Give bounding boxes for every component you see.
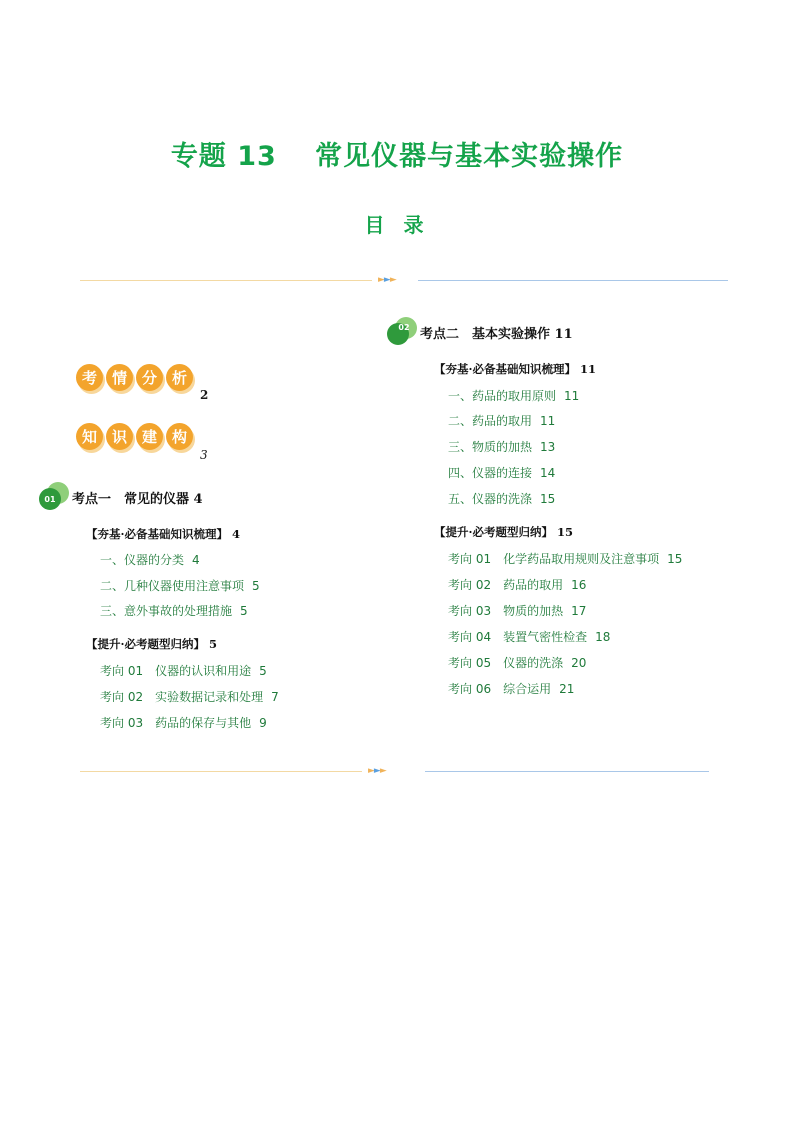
badge-char: 知 [76,423,103,450]
point-two-title[interactable]: 考点二 基本实验操作 11 [420,327,573,342]
toc-item[interactable]: 考向 03 药品的保存与其他 9 [100,716,267,730]
toc-item[interactable]: 考向 06 综合运用 21 [448,682,575,696]
badge-kaoqing[interactable] [76,364,193,391]
arrows-icon: ►►► [378,275,396,285]
badge-char: 分 [136,364,163,391]
badge-char: 建 [136,423,163,450]
badge-char: 考 [76,364,103,391]
arrows-icon: ►►► [368,766,386,776]
toc-item[interactable]: 一、仪器的分类 4 [100,553,200,567]
point-two-icon [386,316,420,346]
divider-bottom-right [425,771,709,772]
divider-bottom-left [80,771,362,772]
divider-right [418,280,728,281]
toc-item[interactable]: 考向 02 药品的取用 16 [448,578,587,592]
section-basic-knowledge[interactable]: 【夯基·必备基础知识梳理】 4 [86,527,241,541]
section-question-types[interactable]: 【提升·必考题型归纳】 5 [86,637,218,651]
toc-item[interactable]: 考向 05 仪器的洗涤 20 [448,656,587,670]
point-one-icon [38,481,72,511]
toc-item[interactable]: 四、仪器的连接 14 [448,466,556,480]
toc-item[interactable]: 二、几种仪器使用注意事项 5 [100,579,260,593]
badge-char: 情 [106,364,133,391]
toc-item[interactable]: 考向 03 物质的加热 17 [448,604,587,618]
toc-item[interactable]: 考向 01 化学药品取用规则及注意事项 15 [448,552,683,566]
toc-item[interactable]: 考向 01 仪器的认识和用途 5 [100,664,267,678]
badge-page[interactable]: 3 [200,448,208,462]
section-question-types[interactable]: 【提升·必考题型归纳】 15 [434,525,574,539]
toc-item[interactable]: 考向 04 装置气密性检查 18 [448,630,611,644]
toc-item[interactable]: 三、物质的加热 13 [448,440,556,454]
badge-zhishi[interactable] [76,423,193,450]
point-two-number: 02 [398,323,410,332]
badge-page[interactable]: 2 [200,388,209,402]
page-title: 专题 13 常见仪器与基本实验操作 [170,141,624,172]
toc-item[interactable]: 考向 02 实验数据记录和处理 7 [100,690,279,704]
section-basic-knowledge[interactable]: 【夯基·必备基础知识梳理】 11 [434,362,597,376]
badge-char: 识 [106,423,133,450]
toc-item[interactable]: 三、意外事故的处理措施 5 [100,604,248,618]
badge-char: 构 [166,423,193,450]
toc-item[interactable]: 二、药品的取用 11 [448,414,556,428]
toc-item[interactable]: 一、药品的取用原则 11 [448,389,580,403]
page-subtitle: 目 录 [364,213,430,237]
point-one-number: 01 [44,495,56,504]
toc-item[interactable]: 五、仪器的洗涤 15 [448,492,556,506]
badge-char: 析 [166,364,193,391]
point-one-title[interactable]: 考点一 常见的仪器 4 [72,492,203,507]
divider-left [80,280,372,281]
